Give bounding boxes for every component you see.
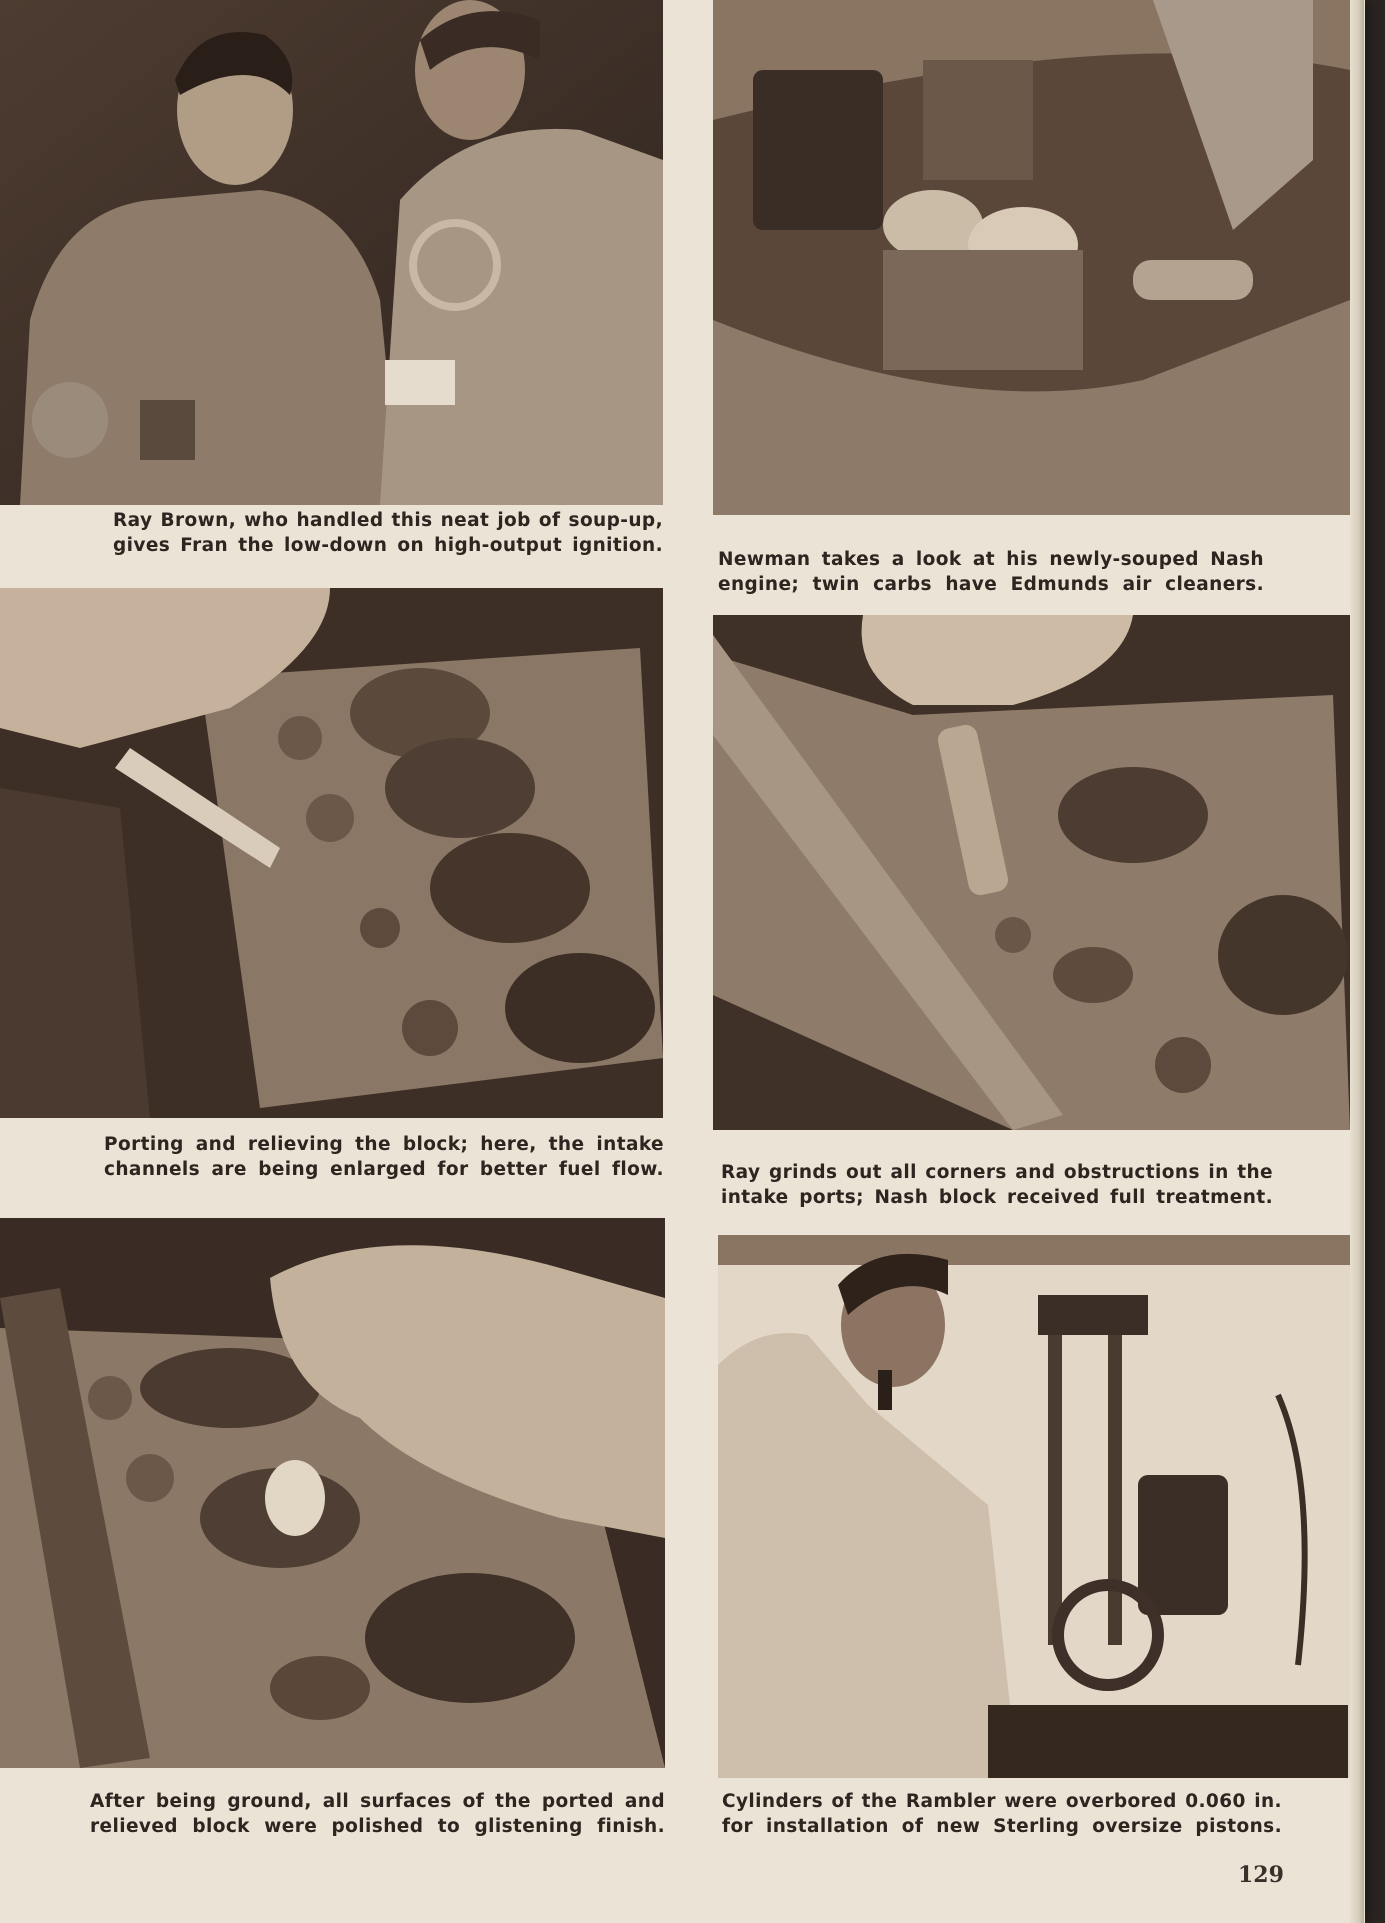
page-number: 129 bbox=[1238, 1862, 1284, 1888]
caption-grinding bbox=[721, 1160, 1273, 1210]
photo-nash-engine bbox=[713, 0, 1350, 515]
photo-ray-and-fran-image bbox=[0, 0, 663, 505]
photo-polishing-block bbox=[0, 1218, 665, 1768]
caption-newman-line-1: Newman takes a look at his newly-souped Nash bbox=[718, 549, 1264, 570]
caption-overboring bbox=[722, 1789, 1282, 1839]
caption-grinding-line-2: intake ports; Nash block received full treatment. bbox=[721, 1187, 1273, 1208]
caption-newman bbox=[718, 547, 1264, 597]
caption-ray-brown bbox=[113, 508, 663, 558]
photo-grinding-ports-image bbox=[713, 615, 1350, 1130]
caption-ray-brown-line-2: gives Fran the low-down on high-output ignition. bbox=[113, 535, 663, 556]
caption-grinding-line-1: Ray grinds out all corners and obstructions in the bbox=[721, 1162, 1273, 1183]
photo-porting-block bbox=[0, 588, 663, 1118]
caption-overboring-line-1: Cylinders of the Rambler were overbored 0.060 in. bbox=[722, 1791, 1282, 1812]
caption-ray-brown-line-1: Ray Brown, who handled this neat job of soup-up, bbox=[113, 510, 663, 531]
caption-overboring-line-2: for installation of new Sterling oversize pistons. bbox=[722, 1816, 1282, 1837]
photo-porting-block-image bbox=[0, 588, 663, 1118]
caption-polishing-line-2: relieved block were polished to glistening finish. bbox=[90, 1816, 665, 1837]
caption-porting bbox=[104, 1132, 664, 1182]
photo-overboring bbox=[718, 1235, 1350, 1778]
photo-polishing-block-image bbox=[0, 1218, 665, 1768]
photo-grinding-ports bbox=[713, 615, 1350, 1130]
photo-ray-and-fran bbox=[0, 0, 663, 505]
caption-porting-line-2: channels are being enlarged for better fuel flow. bbox=[104, 1159, 664, 1180]
photo-nash-engine-image bbox=[713, 0, 1350, 515]
caption-polishing-line-1: After being ground, all surfaces of the ported and bbox=[90, 1791, 665, 1812]
photo-overboring-image bbox=[718, 1235, 1350, 1778]
caption-newman-line-2: engine; twin carbs have Edmunds air cleaners. bbox=[718, 574, 1264, 595]
page-edge bbox=[1350, 0, 1364, 1923]
caption-porting-line-1: Porting and relieving the block; here, the intake bbox=[104, 1134, 664, 1155]
caption-polishing bbox=[90, 1789, 665, 1839]
